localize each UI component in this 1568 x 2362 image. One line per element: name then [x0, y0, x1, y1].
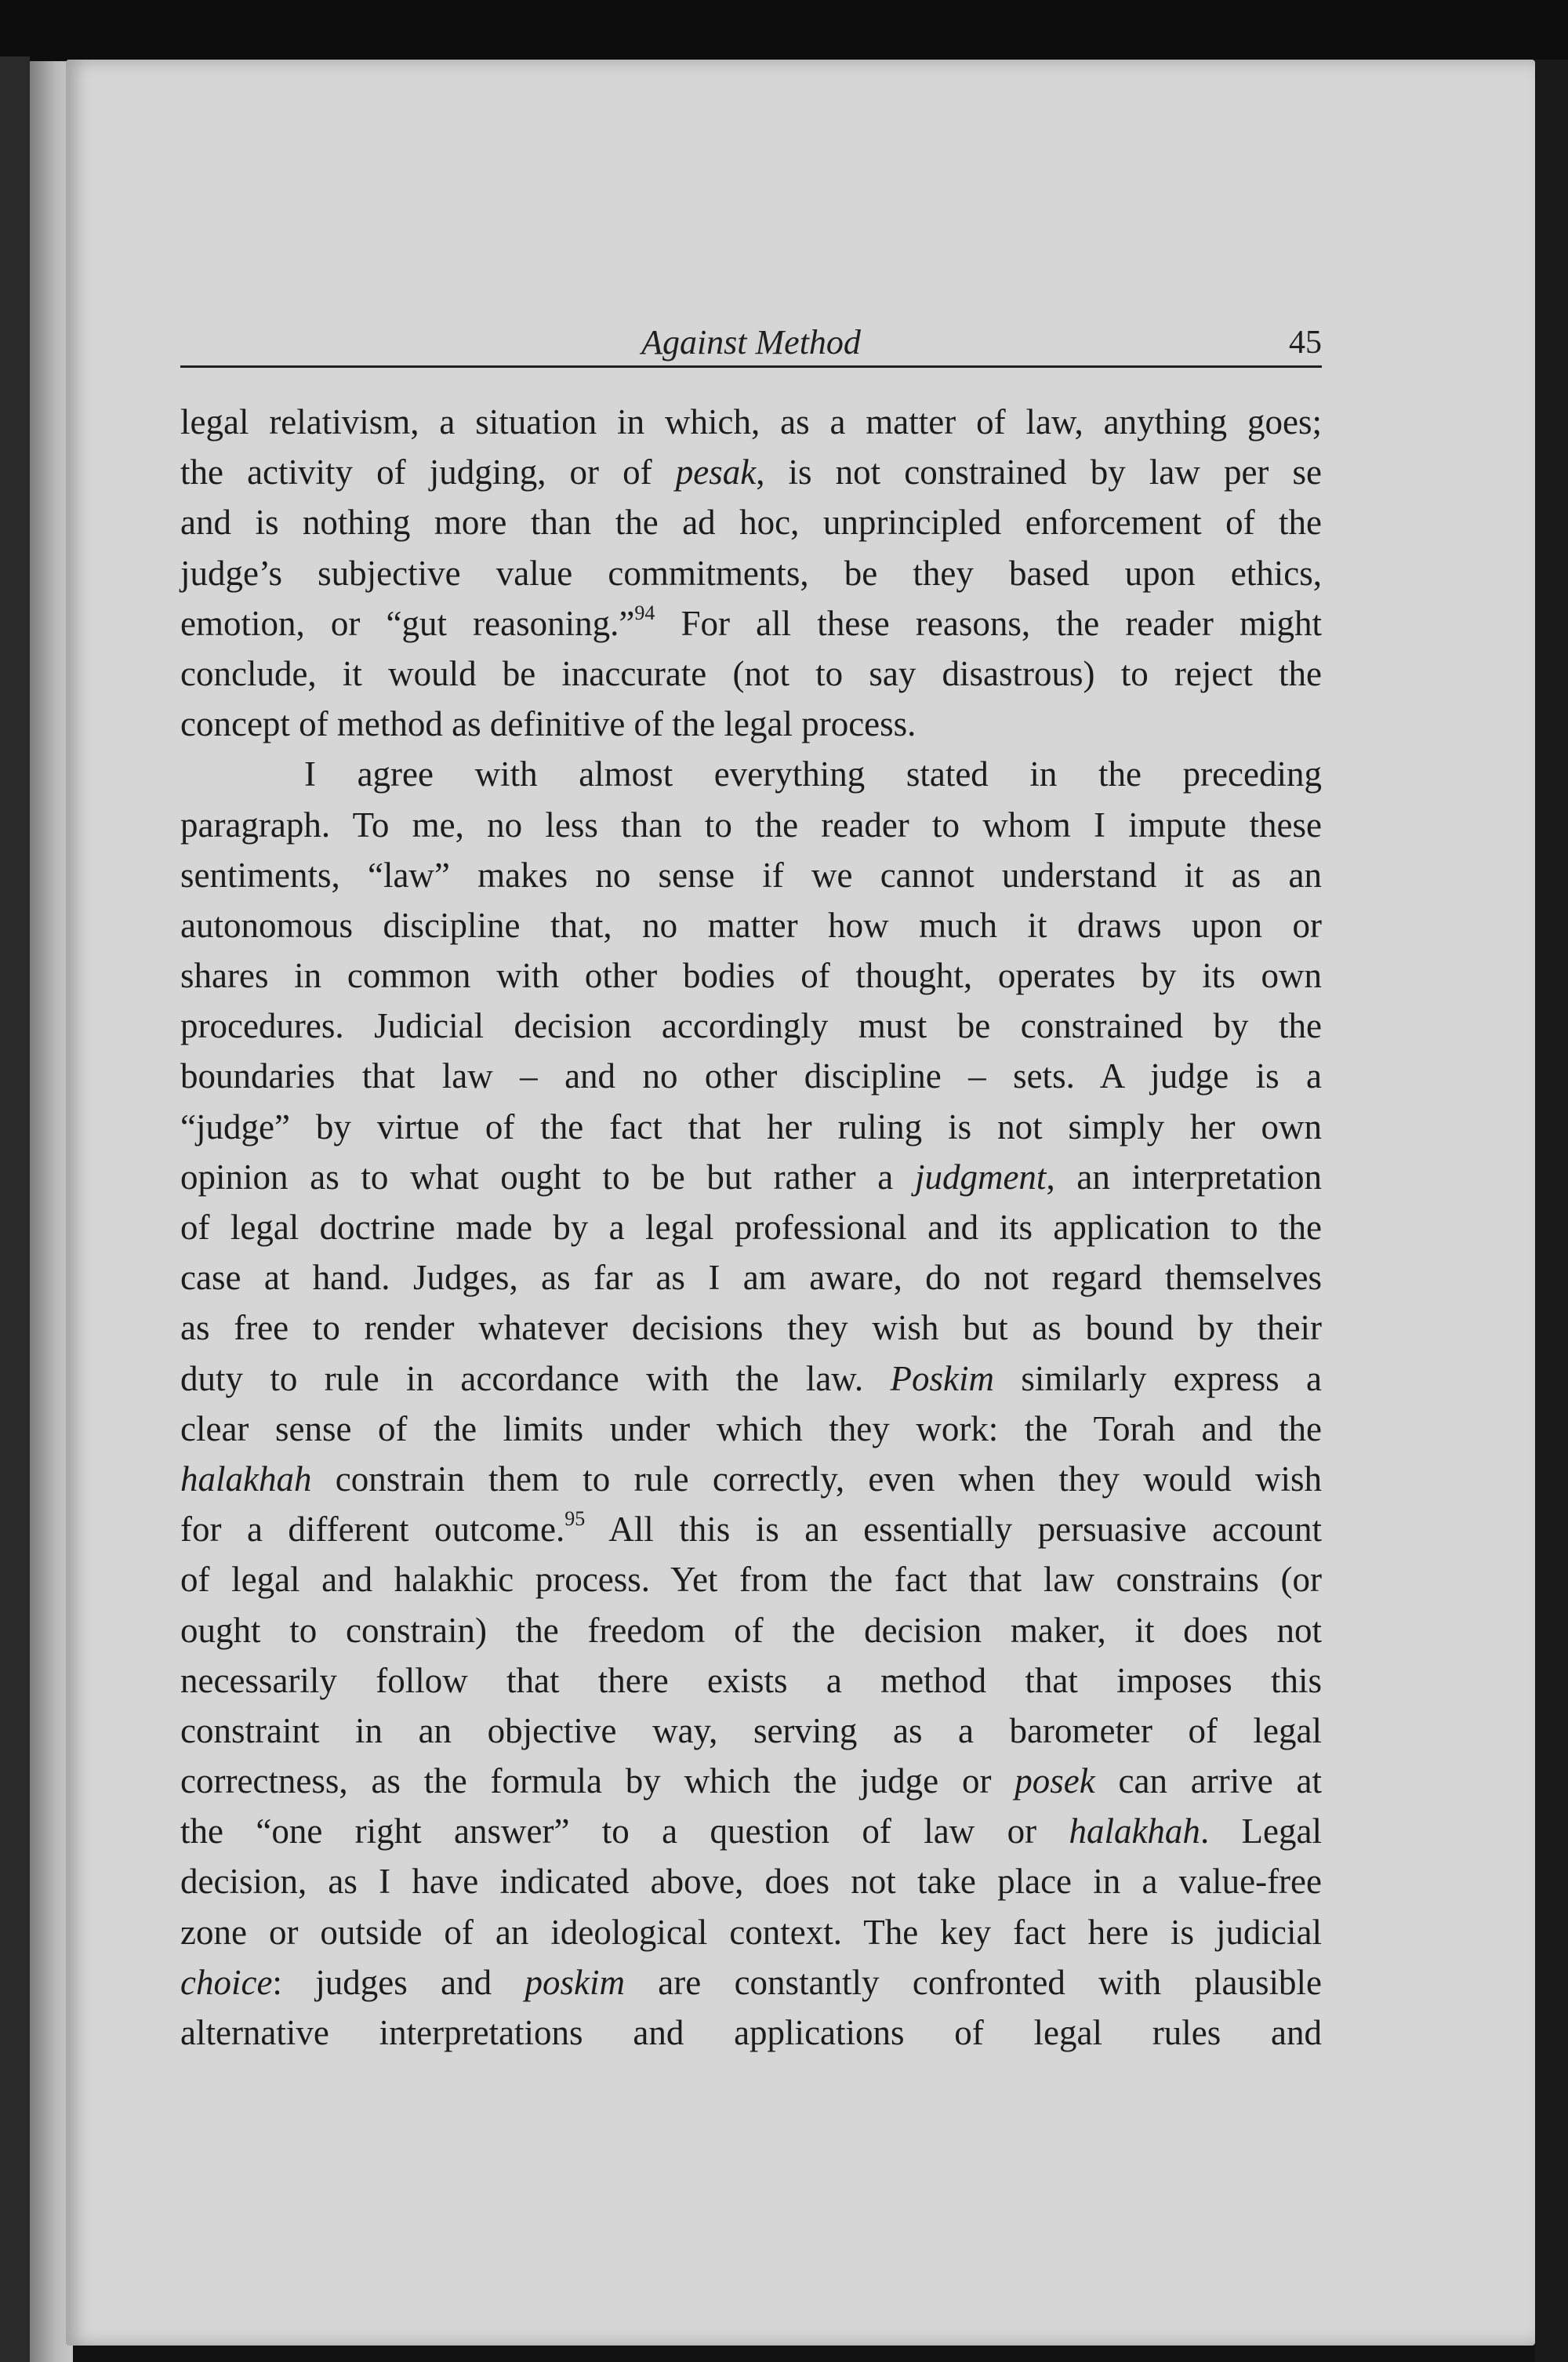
text-line: paragraph. To me, no less than to the reader to whom I impute these — [180, 805, 1322, 845]
text-line: sentiments, “law” makes no sense if we cannot understand it as an — [180, 855, 1322, 895]
text-line: concept of method as definitive of the legal process. — [180, 704, 916, 744]
footnote-ref-95: 95 — [564, 1507, 586, 1531]
text-line: for a different outcome.$^{95}$ All this is an essentially persuasive account — [180, 1507, 1322, 1550]
text-line: alternative interpretations and applications of legal rules and — [180, 2013, 1322, 2052]
text-line: emotion, or “gut reasoning.”$^{94}$ For all these reasons, the reader might — [180, 601, 1322, 643]
running-header — [180, 322, 1322, 368]
facing-page-shadow — [0, 56, 30, 2362]
text-line: choice: judges and poskim are constantly confronted with plausible — [180, 1962, 1322, 2002]
text-line: correctness, as the formula by which the judge or posek can arrive at — [180, 1761, 1322, 1801]
scanner-top-band — [0, 0, 1568, 61]
text-line: constraint in an objective way, serving as a barometer of legal — [180, 1710, 1322, 1750]
text-line: legal relativism, a situation in which, as a matter of law, anything goes; — [180, 402, 1322, 442]
text-line: boundaries that law – and no other discipline – sets. A judge is a — [180, 1056, 1322, 1096]
text-line: clear sense of the limits under which they work: the Torah and the — [180, 1408, 1322, 1448]
running-title: Against Method — [641, 323, 861, 362]
text-line: shares in common with other bodies of thought, operates by its own — [180, 956, 1322, 996]
text-line: the “one right answer” to a question of law or halakhah. Legal — [180, 1811, 1322, 1851]
text-line: duty to rule in accordance with the law. Poskim similarly express a — [180, 1358, 1322, 1398]
text-line: judge’s subjective value commitments, be they based upon ethics, — [180, 553, 1322, 593]
text-line: of legal doctrine made by a legal professional and its application to the — [180, 1208, 1322, 1247]
text-line: the activity of judging, or of pesak, is not constrained by law per se — [180, 452, 1322, 492]
text-line: autonomous discipline that, no matter how much it draws upon or — [180, 905, 1322, 945]
text-line: opinion as to what ought to be but rather a judgment, an interpretation — [180, 1157, 1322, 1197]
text-line: ought to constrain) the freedom of the decision maker, it does not — [180, 1610, 1322, 1650]
text-line: of legal and halakhic process. Yet from the fact that law constrains (or — [180, 1560, 1322, 1600]
text-line: halakhah constrain them to rule correctly, even when they would wish — [180, 1459, 1322, 1499]
text-line: and is nothing more than the ad hoc, unprincipled enforcement of the — [180, 503, 1322, 543]
text-line: as free to render whatever decisions they wish but as bound by their — [180, 1308, 1322, 1348]
text-line: necessarily follow that there exists a method that imposes this — [180, 1660, 1322, 1700]
text-line: conclude, it would be inaccurate (not to say disastrous) to reject the — [180, 653, 1322, 693]
text-line: zone or outside of an ideological context. The key fact here is judicial — [180, 1912, 1322, 1952]
scanner-right-band — [1535, 60, 1568, 2362]
text-line: procedures. Judicial decision accordingly must be constrained by the — [180, 1006, 1322, 1046]
text-line: decision, as I have indicated above, does not take place in a value-free — [180, 1862, 1322, 1902]
page-number: 45 — [1289, 325, 1322, 361]
body-text — [180, 397, 1322, 2058]
text-line: case at hand. Judges, as far as I am aware, do not regard themselves — [180, 1258, 1322, 1298]
text-line: “judge” by virtue of the fact that her ruling is not simply her own — [180, 1107, 1322, 1146]
paragraph-start-line: I agree with almost everything stated in the preceding — [304, 754, 1322, 794]
footnote-ref-94: 94 — [634, 601, 655, 624]
